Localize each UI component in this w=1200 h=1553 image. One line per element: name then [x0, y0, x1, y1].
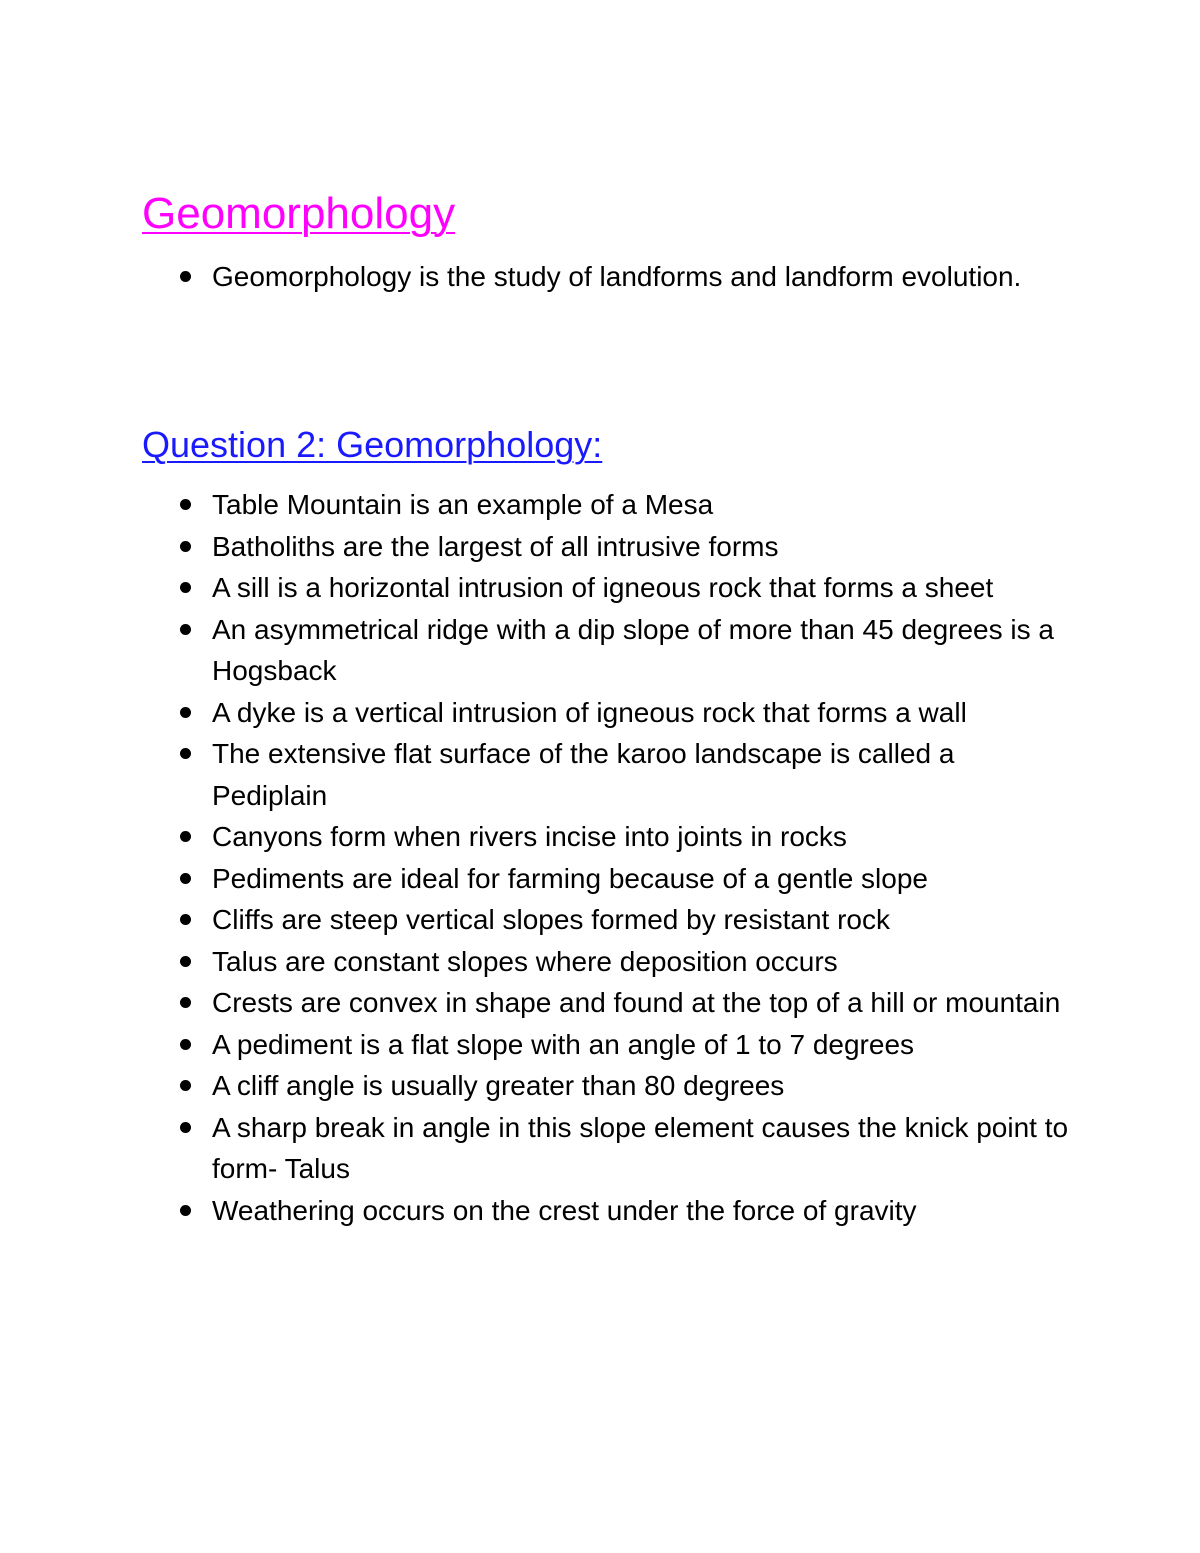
bullet-list-definition [0, 256, 1200, 298]
list-item [0, 609, 1072, 692]
list-item-text: A sill is a horizontal intrusion of igneous rock that forms a sheet [212, 572, 994, 603]
list-item [0, 941, 1072, 983]
list-item [0, 526, 1072, 568]
bullet-icon [180, 914, 191, 925]
bullet-icon [180, 1039, 191, 1050]
list-item [0, 484, 1072, 526]
bullet-icon [180, 956, 191, 967]
bullet-icon [180, 499, 191, 510]
list-item [0, 816, 1072, 858]
list-item [0, 256, 1072, 298]
bullet-icon [180, 831, 191, 842]
list-item [0, 1190, 1072, 1232]
list-item [0, 692, 1072, 734]
bullet-list-question-2 [0, 484, 1200, 1231]
section-heading-geomorphology: Geomorphology [142, 189, 456, 238]
list-item-text: A dyke is a vertical intrusion of igneous rock that forms a wall [212, 696, 967, 728]
bullet-icon [180, 624, 191, 635]
bullet-icon [180, 748, 191, 759]
list-item-text: The extensive flat surface of the karoo landscape is called a Pediplain [212, 738, 955, 811]
bullet-icon [180, 873, 191, 884]
list-item-text: Table Mountain is an example of a Mesa [212, 489, 714, 520]
list-item [0, 899, 1072, 941]
bullet-icon [180, 997, 191, 1008]
list-item-text: Geomorphology is the study of landforms and landform evolution. [212, 261, 1022, 292]
bullet-icon [180, 271, 191, 282]
list-item [0, 858, 1072, 900]
bullet-icon [180, 1122, 191, 1133]
list-item-text: A cliff angle is usually greater than 80 degrees [212, 1070, 785, 1101]
list-item [0, 1107, 1072, 1190]
list-item-text: Crests are convex in shape and found at the top of a hill or mountain [212, 987, 1061, 1018]
list-item-text: Batholiths are the largest of all intrusive forms [212, 530, 779, 562]
bullet-icon [180, 541, 191, 552]
section-heading-question-2: Question 2: Geomorphology: [142, 424, 603, 465]
list-item [0, 567, 1072, 609]
list-item-text: Canyons form when rivers incise into joints in rocks [212, 821, 847, 852]
list-item-text: Weathering occurs on the crest under the force of gravity [212, 1194, 917, 1226]
list-item [0, 1065, 1072, 1107]
list-item-text: Cliffs are steep vertical slopes formed by resistant rock [212, 904, 890, 935]
bullet-icon [180, 707, 191, 718]
list-item-text: A pediment is a flat slope with an angle of 1 to 7 degrees [212, 1028, 915, 1060]
bullet-icon [180, 1080, 191, 1091]
list-item-text: Pediments are ideal for farming because of a gentle slope [212, 862, 928, 894]
list-item [0, 733, 1072, 816]
list-item-text: Talus are constant slopes where deposition occurs [212, 945, 838, 977]
bullet-icon [180, 582, 191, 593]
list-item [0, 1024, 1072, 1066]
bullet-icon [180, 1205, 191, 1216]
list-item-text: An asymmetrical ridge with a dip slope of more than 45 degrees is a Hogsback [212, 613, 1054, 686]
list-item-text: A sharp break in angle in this slope element causes the knick point to form- Talus [212, 1111, 1069, 1184]
list-item [0, 982, 1072, 1024]
